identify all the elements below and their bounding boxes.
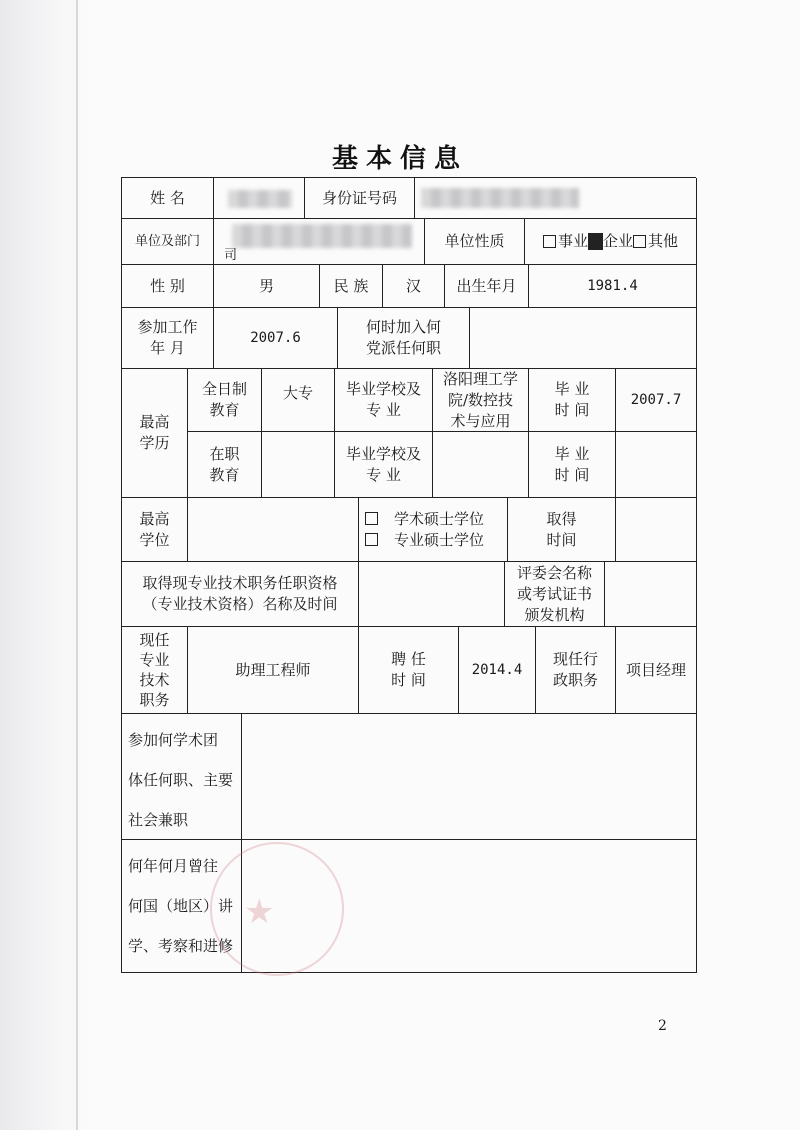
option-other: 其他 (648, 232, 679, 250)
birth-value[interactable]: 1981.4 (529, 265, 697, 308)
option-shiye: 事业 (557, 232, 588, 250)
faded-seal-stamp (210, 842, 344, 976)
ethnic-label: 民 族 (320, 265, 383, 308)
checkbox-professional-master[interactable] (365, 533, 378, 546)
work-start-label: 参加工作 年 月 (122, 308, 214, 369)
name-value[interactable] (214, 178, 305, 219)
parttime-time-label: 毕 业 时 间 (529, 432, 616, 498)
parttime-time-value[interactable] (616, 432, 697, 498)
page-number: 2 (658, 1018, 667, 1034)
issuer-label: 评委会名称 或考试证书 颁发机构 (505, 562, 605, 627)
info-table (121, 177, 696, 973)
page-title: 基本信息 (331, 144, 468, 174)
party-label: 何时加入何 党派任何职 (338, 308, 470, 369)
redaction-blur (232, 224, 412, 248)
post-title-value[interactable]: 助理工程师 (188, 627, 359, 714)
admin-post-value[interactable]: 项目经理 (616, 627, 697, 714)
qualification-label: 取得现专业技术职务任职资格 （专业技术资格）名称及时间 (122, 562, 359, 627)
academic-label: 参加何学术团 体任何职、主要 社会兼职 (122, 714, 242, 840)
nature-options (525, 219, 697, 265)
redaction-blur (228, 190, 292, 208)
fulltime-time-label: 毕 业 时 间 (529, 369, 616, 432)
fulltime-time-value[interactable]: 2007.7 (616, 369, 697, 432)
degree-time-value[interactable] (616, 498, 697, 562)
nature-label: 单位性质 (425, 219, 525, 265)
parttime-label: 在职 教育 (188, 432, 262, 498)
checkbox-qiye-checked[interactable] (588, 233, 603, 250)
checkbox-academic-master[interactable] (365, 512, 378, 525)
qualification-value[interactable] (359, 562, 505, 627)
seal-star-icon: ★ (244, 892, 275, 932)
redaction-blur (421, 188, 579, 208)
option-academic-master: 学术硕士学位 (394, 509, 485, 528)
option-qiye: 企业 (602, 232, 633, 250)
party-value[interactable] (470, 308, 697, 369)
hire-time-label: 聘 任 时 间 (359, 627, 459, 714)
id-value[interactable] (415, 178, 697, 219)
birth-label: 出生年月 (445, 265, 529, 308)
unit-suffix: 司 (224, 248, 238, 263)
option-professional-master: 专业硕士学位 (394, 530, 485, 549)
admin-post-label: 现任行 政职务 (536, 627, 616, 714)
degree-options (359, 498, 508, 562)
abroad-label: 何年何月曾往 何国（地区）讲 学、考察和进修 (122, 840, 242, 973)
degree-time-label: 取得 时间 (508, 498, 616, 562)
fulltime-school-label: 毕业学校及 专 业 (335, 369, 433, 432)
name-label: 姓 名 (122, 178, 214, 219)
parttime-school-label: 毕业学校及 专 业 (335, 432, 433, 498)
fulltime-label: 全日制 教育 (188, 369, 262, 432)
parttime-value[interactable] (262, 432, 335, 498)
issuer-value[interactable] (605, 562, 697, 627)
unit-value[interactable] (214, 219, 425, 265)
fulltime-school-value[interactable]: 洛阳理工学 院/数控技 术与应用 (433, 369, 529, 432)
unit-label: 单位及部门 (122, 219, 214, 265)
post-label: 现任 专业 技术 职务 (122, 627, 188, 714)
hire-time-value[interactable]: 2014.4 (459, 627, 536, 714)
fulltime-value[interactable]: 大专 (262, 369, 335, 432)
gender-label: 性 别 (122, 265, 214, 308)
academic-value[interactable] (242, 714, 697, 840)
degree-label: 最高 学位 (122, 498, 188, 562)
degree-value[interactable] (188, 498, 359, 562)
checkbox-other[interactable] (633, 235, 646, 248)
work-start-value[interactable]: 2007.6 (214, 308, 338, 369)
ethnic-value[interactable]: 汉 (383, 265, 445, 308)
id-label: 身份证号码 (305, 178, 415, 219)
edu-label: 最高 学历 (122, 369, 188, 498)
gender-value[interactable]: 男 (214, 265, 320, 308)
checkbox-shiye[interactable] (543, 235, 556, 248)
parttime-school-value[interactable] (433, 432, 529, 498)
